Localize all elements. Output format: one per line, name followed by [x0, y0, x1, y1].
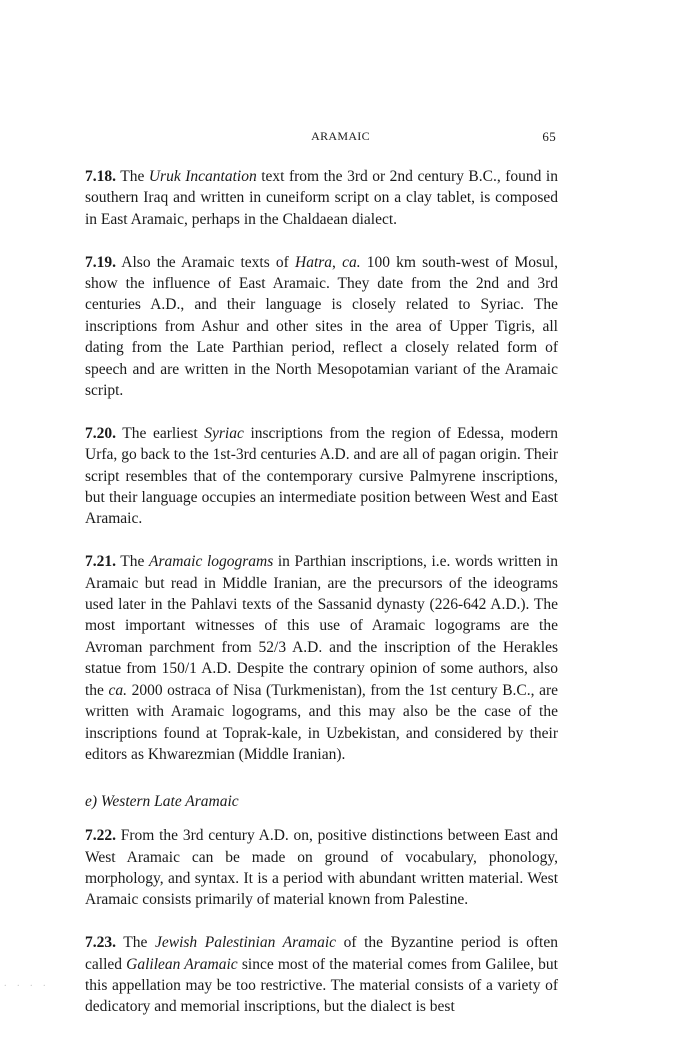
term-jewish-palestinian-aramaic: Jewish Palestinian Aramaic	[154, 934, 337, 952]
paragraph-7-18: 7.18. The Uruk Incantation text from the 3rd or 2nd century B.C., found in southern Iraq and written in cuneiform script on a clay tablet, is composed in East Aramaic, perhaps in the Chaldaean dialect.	[85, 168, 558, 228]
section-heading: e) Western Late Aramaic	[85, 792, 239, 810]
paragraph-7-23: 7.23. The Jewish Palestinian Aramaic of the Byzantine period is often called Galilean Aramaic since most of the material comes from Galilee, but this appellation may be too restrictive. The material consists of a variety of dedicatory and memorial inscriptions, but the dialect is best	[85, 934, 558, 1016]
running-title: ARAMAIC	[311, 129, 370, 143]
paragraph-number: 7.22.	[85, 827, 116, 845]
term-hatra: Hatra	[295, 253, 333, 271]
term-aramaic-logograms: Aramaic logograms	[148, 553, 274, 571]
body-text	[85, 166, 558, 1039]
term-ca: ca.	[342, 253, 361, 271]
paragraph-number: 7.19.	[85, 253, 116, 271]
running-header	[0, 129, 681, 149]
paragraph-7-20: 7.20. The earliest Syriac inscriptions from the region of Edessa, modern Urfa, go back to the 1st-3rd centuries A.D. and are all of pagan origin. Their script resembles that of the contemporary cursive Palmyrene inscriptions, but their language occupies an intermediate position between West and East Aramaic.	[85, 424, 558, 528]
term-uruk-incantation: Uruk Incantation	[148, 168, 257, 185]
margin-marks: . . . .	[4, 978, 50, 989]
paragraph-number: 7.20.	[85, 424, 116, 442]
term-syriac: Syriac	[204, 424, 244, 442]
term-galilean-aramaic: Galilean Aramaic	[126, 955, 238, 973]
paragraph-number: 7.21.	[85, 553, 116, 571]
paragraph-number: 7.18.	[85, 168, 116, 185]
paragraph-7-19: 7.19. Also the Aramaic texts of Hatra, ca. 100 km south-west of Mosul, show the influence of East Aramaic. They date from the 2nd and 3rd centuries A.D., and their language is closely related to Syriac. The inscriptions from Ashur and other sites in the area of Upper Tigris, all dating from the Late Parthian period, reflect a closely related form of speech and are written in the North Mesopotamian variant of the Aramaic script.	[85, 253, 558, 400]
term-ca: ca.	[108, 681, 128, 699]
paragraph-number: 7.23.	[85, 934, 116, 952]
paragraph-7-21: 7.21. The Aramaic logograms in Parthian inscriptions, i.e. words written in Aramaic but read in Middle Iranian, are the precursors of the ideograms used later in the Pahlavi texts of the Sassanid dynasty (226-642 A.D.). The most important witnesses of this use of Aramaic logograms are the Avroman parchment from 52/3 A.D. and the inscription of the Herakles statue from 150/1 A.D. Despite the contrary opinion of some authors, also the ca. 2000 ostraca of Nisa (Turkmenistan), from the 1st century B.C., are written with Aramaic logograms, and this may also be the case of the inscriptions found at Toprak-kale, in Uzbekistan, and considered by their editors as Khwarezmian (Middle Iranian).	[85, 553, 559, 763]
paragraph-7-22: 7.22. From the 3rd century A.D. on, positive distinctions between East and West Aramaic can be made on ground of vocabulary, phonology, morphology, and syntax. It is a period with abundant written material. West Aramaic consists primarily of material known from Palestine.	[85, 827, 558, 909]
page-number: 65	[542, 129, 556, 144]
